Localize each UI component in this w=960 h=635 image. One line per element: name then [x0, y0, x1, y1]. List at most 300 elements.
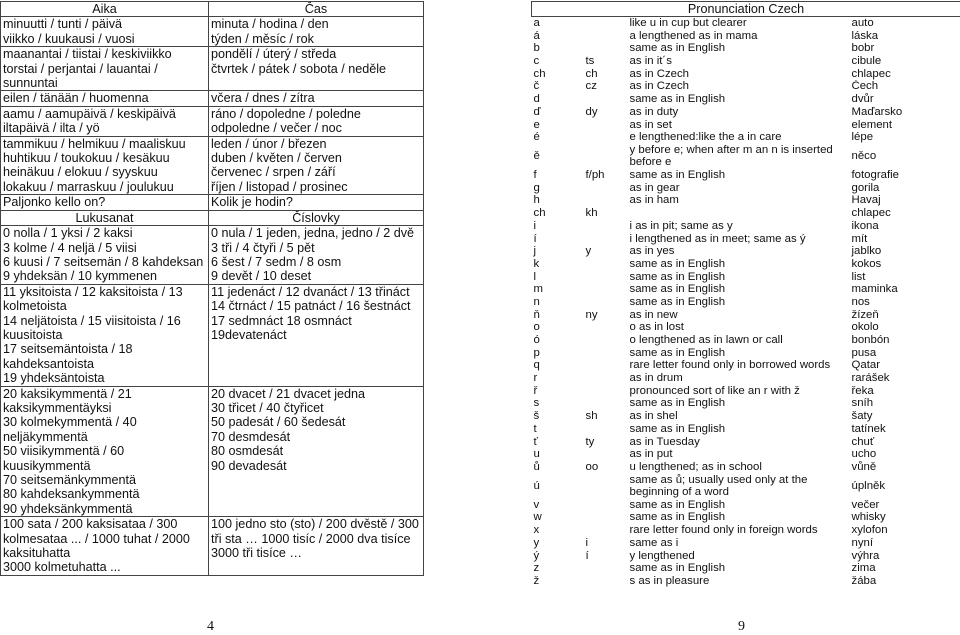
pronunciation-row	[532, 372, 960, 385]
example-cell: bonbón	[851, 334, 890, 347]
example-cell: jablko	[851, 245, 882, 258]
example-cell: Havaj	[851, 194, 881, 207]
czech-cell	[209, 226, 424, 285]
czech-cell-line: 11 jedenáct / 12 dvanáct / 13 třináct	[211, 284, 410, 299]
sound-cell	[584, 220, 628, 233]
description-cell: as in ham	[629, 194, 679, 207]
description-cell: pronounced sort of like an r with ž	[629, 384, 800, 397]
letter-cell: á	[533, 29, 540, 42]
czech-cell	[209, 517, 424, 576]
header-numbers-finnish: Lukusanat	[1, 210, 209, 225]
czech-cell-line: 14 čtrnáct / 15 patnáct / 16 šestnáct	[211, 299, 411, 314]
description-cell: as in new	[629, 308, 678, 321]
czech-cell-line: leden / únor / březen	[211, 136, 327, 151]
pronunciation-row	[532, 347, 960, 360]
finnish-cell-line: 20 kaksikymmentä / 21	[3, 386, 132, 401]
czech-cell-line: ráno / dopoledne / poledne	[211, 106, 361, 121]
pronunciation-row	[532, 194, 960, 207]
sound-cell: ts	[585, 55, 595, 68]
pronunciation-row	[532, 385, 960, 398]
description-cell: as in duty	[629, 105, 679, 118]
example-cell: vůně	[851, 460, 877, 473]
sound-cell: oo	[585, 460, 599, 473]
finnish-cell-line: 90 yhdeksänkymmentä	[3, 501, 133, 516]
pronunciation-row	[532, 537, 960, 550]
letter-cell: o	[533, 321, 540, 334]
letter-cell: ť	[533, 435, 538, 448]
example-cell: večer	[851, 498, 880, 511]
letter-cell: s	[533, 397, 540, 410]
finnish-cell-line: 9 yhdeksän / 10 kymmenen	[3, 269, 158, 284]
letter-cell: ď	[533, 105, 541, 118]
sound-cell: cz	[585, 80, 597, 93]
example-cell: žába	[851, 574, 877, 587]
pronunciation-row	[532, 562, 960, 575]
description-cell: same as in English	[629, 257, 726, 270]
example-cell: chuť	[851, 435, 875, 448]
czech-cell-line: červenec / srpen / září	[211, 165, 336, 180]
example-cell: lépe	[851, 131, 874, 144]
finnish-cell-line: Paljonko kello on?	[3, 195, 106, 210]
finnish-cell	[1, 91, 209, 106]
example-cell: kokos	[851, 257, 882, 270]
example-cell: tatínek	[851, 422, 886, 435]
pronunciation-table	[531, 1, 960, 588]
letter-cell: f	[533, 169, 537, 182]
description-cell: i lengthened as in meet; same as ý	[629, 232, 806, 245]
sound-cell	[584, 17, 628, 30]
letter-cell: p	[533, 346, 540, 359]
letter-cell: w	[533, 511, 542, 524]
description-cell: as in Tuesday	[629, 435, 700, 448]
pronunciation-row	[532, 93, 960, 106]
pronunciation-row	[532, 106, 960, 119]
example-cell: rarášek	[851, 372, 890, 385]
letter-cell: n	[533, 295, 540, 308]
example-cell: element	[851, 118, 893, 131]
vocab-row	[1, 91, 424, 106]
pronunciation-row	[532, 359, 960, 372]
description-cell: e lengthened:like the a in care	[629, 131, 782, 144]
czech-cell-line: 70 desmdesát	[211, 429, 291, 444]
sound-cell	[584, 42, 628, 55]
sound-cell	[584, 423, 628, 436]
czech-cell-line: 90 devadesát	[211, 458, 287, 473]
pronunciation-row	[532, 55, 960, 68]
pronunciation-row	[532, 182, 960, 195]
finnish-cell-line: 14 neljätoista / 15 viisitoista / 16	[3, 313, 181, 328]
header-numbers-czech: Číslovky	[209, 210, 424, 225]
finnish-cell	[1, 195, 209, 210]
sound-cell	[584, 283, 628, 296]
example-cell: chlapec	[851, 67, 891, 80]
sound-cell: ty	[585, 435, 595, 448]
finnish-cell-line: 100 sata / 200 kaksisataa / 300	[3, 517, 178, 532]
pronunciation-row	[532, 144, 960, 169]
example-cell: ucho	[851, 448, 877, 461]
czech-cell-line: 6 šest / 7 sedm / 8 osm	[211, 254, 342, 269]
czech-cell	[209, 136, 424, 195]
czech-cell	[209, 284, 424, 386]
finnish-cell	[1, 106, 209, 136]
czech-cell-line: 19devatenáct	[211, 327, 287, 342]
description-cell: as in Czech	[629, 80, 690, 93]
finnish-cell-line: kahdeksantoista	[3, 356, 95, 371]
description-cell: as in gear	[629, 181, 680, 194]
example-cell: gorila	[851, 181, 880, 194]
description-cell: rare letter found only in borrowed words	[629, 359, 831, 372]
sound-cell: y	[585, 245, 592, 258]
czech-cell-line: 3000 tři tisíce …	[211, 546, 302, 561]
pronunciation-row	[532, 436, 960, 449]
example-cell: pusa	[851, 346, 877, 359]
finnish-cell-line: 17 seitsemäntoista / 18	[3, 342, 133, 357]
finnish-cell	[1, 17, 209, 47]
czech-cell-line: minuta / hodina / den	[211, 17, 329, 32]
letter-cell: g	[533, 181, 540, 194]
czech-cell-line: 17 sedmnáct 18 osmnáct	[211, 313, 352, 328]
pronunciation-row	[532, 245, 960, 258]
vocab-row	[1, 386, 424, 517]
czech-cell-line: 9 devět / 10 deset	[211, 269, 312, 284]
pronunciation-row	[532, 461, 960, 474]
example-cell: nyní	[851, 536, 874, 549]
pronunciation-row	[532, 499, 960, 512]
description-cell: same as in English	[629, 93, 726, 106]
finnish-cell-line: eilen / tänään / huomenna	[3, 91, 149, 106]
example-cell: žízeň	[851, 308, 879, 321]
description-cell: as in Czech	[629, 67, 690, 80]
example-cell: chlapec	[851, 207, 891, 220]
example-cell: xylofon	[851, 524, 888, 537]
finnish-cell	[1, 226, 209, 285]
description-cell: same as in English	[629, 42, 726, 55]
letter-cell: u	[533, 448, 540, 461]
description-cell: as in put	[629, 448, 673, 461]
description-cell: same as in English	[629, 422, 726, 435]
pronunciation-row	[532, 511, 960, 524]
sound-cell	[584, 119, 628, 132]
vocabulary-table	[0, 1, 424, 576]
vocab-row	[1, 284, 424, 386]
finnish-cell-line: aamu / aamupäivä / keskipäivä	[3, 106, 176, 121]
finnish-cell	[1, 136, 209, 195]
letter-cell: ú	[533, 479, 540, 492]
description-cell: as in drum	[629, 372, 683, 385]
letter-cell: c	[533, 55, 540, 68]
finnish-cell	[1, 284, 209, 386]
finnish-cell-line: kuusikymmentä	[3, 458, 91, 473]
example-cell: maminka	[851, 283, 898, 296]
vocab-row	[1, 195, 424, 210]
letter-cell: h	[533, 194, 540, 207]
finnish-cell-line: 11 yksitoista / 12 kaksitoista / 13	[3, 284, 183, 299]
czech-cell	[209, 195, 424, 210]
czech-cell-line: 3 tři / 4 čtyři / 5 pět	[211, 240, 315, 255]
sound-cell	[584, 321, 628, 334]
czech-cell-line: odpoledne / večer / noc	[211, 121, 342, 136]
vocab-row	[1, 17, 424, 47]
sound-cell: kh	[585, 207, 598, 220]
example-cell: Maďarsko	[851, 105, 903, 118]
pronunciation-row	[532, 220, 960, 233]
sound-cell	[584, 372, 628, 385]
sound-cell	[584, 334, 628, 347]
sound-cell	[584, 93, 628, 106]
description-cell: y lengthened	[629, 549, 695, 562]
example-cell: dvůr	[851, 93, 874, 106]
example-cell: zima	[851, 562, 876, 575]
letter-cell: ý	[533, 549, 540, 562]
sound-cell	[584, 131, 628, 144]
pronunciation-row	[532, 42, 960, 55]
letter-cell: a	[533, 17, 540, 30]
czech-cell	[209, 91, 424, 106]
letter-cell: b	[533, 42, 540, 55]
description-cell: same as ů; usually used only at the beginning of a word	[629, 473, 808, 499]
description-cell: as in it´s	[629, 55, 672, 68]
example-cell: sníh	[851, 397, 874, 410]
description-cell: s as in pleasure	[629, 574, 710, 587]
czech-cell-line: 20 dvacet / 21 dvacet jedna	[211, 386, 366, 401]
vocabulary-table-body	[1, 2, 424, 576]
pronunciation-row	[532, 397, 960, 410]
pronunciation-row	[532, 283, 960, 296]
czech-cell-line: 50 padesát / 60 šedesát	[211, 415, 346, 430]
description-cell: i as in pit; same as y	[629, 219, 733, 232]
finnish-cell-line: kolmesataa ... / 1000 tuhat / 2000	[3, 531, 190, 546]
page-number-right: 9	[738, 619, 745, 634]
sound-cell	[584, 30, 628, 43]
description-cell: a lengthened as in mama	[629, 29, 758, 42]
finnish-cell-line: torstai / perjantai / lauantai /	[3, 61, 158, 76]
letter-cell: e	[533, 118, 540, 131]
sound-cell	[584, 397, 628, 410]
letter-cell: y	[533, 536, 540, 549]
description-cell: same as i	[629, 536, 679, 549]
pronunciation-title-row	[532, 2, 960, 17]
header-finnish: Aika	[1, 2, 209, 17]
finnish-cell-line: tammikuu / helmikuu / maaliskuu	[3, 136, 186, 151]
czech-cell-line: pondělí / úterý / středa	[211, 47, 337, 62]
sound-cell	[584, 296, 628, 309]
pronunciation-title: Pronunciation Czech	[532, 2, 960, 17]
example-cell: láska	[851, 29, 879, 42]
description-cell: u lengthened; as in school	[629, 460, 762, 473]
finnish-cell-line: 0 nolla / 1 yksi / 2 kaksi	[3, 226, 133, 241]
finnish-cell-line: 3000 kolmetuhatta ...	[3, 560, 121, 575]
description-cell: o lengthened as in lawn or call	[629, 334, 783, 347]
letter-cell: í	[533, 232, 537, 245]
letter-cell: l	[533, 270, 537, 283]
description-cell: like u in cup but clearer	[629, 17, 747, 30]
finnish-cell	[1, 386, 209, 517]
sound-cell	[584, 182, 628, 195]
sound-cell	[584, 271, 628, 284]
finnish-cell	[1, 47, 209, 91]
sound-cell	[584, 258, 628, 271]
letter-cell: ě	[533, 150, 540, 163]
finnish-cell-line: minuutti / tunti / päivä	[3, 17, 123, 32]
letter-cell: č	[533, 80, 540, 93]
header-czech: Čas	[209, 2, 424, 17]
description-cell: same as in English	[629, 346, 726, 359]
letter-cell: m	[533, 283, 543, 296]
pronunciation-row	[532, 207, 960, 220]
pronunciation-row	[532, 80, 960, 93]
czech-cell	[209, 47, 424, 91]
vocab-row	[1, 47, 424, 91]
finnish-cell-line: 50 viisikymmentä / 60	[3, 444, 125, 459]
description-cell: as in shel	[629, 410, 678, 423]
example-cell: whisky	[851, 511, 886, 524]
letter-cell: ch	[533, 207, 546, 220]
sound-cell	[584, 474, 628, 499]
sound-cell: i	[585, 536, 589, 549]
sound-cell: sh	[585, 410, 598, 423]
czech-cell-line: říjen / listopad / prosinec	[211, 179, 348, 194]
sound-cell	[584, 562, 628, 575]
description-cell	[628, 207, 850, 220]
sound-cell	[584, 194, 628, 207]
finnish-cell-line: 80 kahdeksankymmentä	[3, 487, 140, 502]
letter-cell: ř	[533, 384, 538, 397]
finnish-cell-line: 19 yhdeksäntoista	[3, 371, 105, 386]
example-cell: řeka	[851, 384, 874, 397]
description-cell: same as in English	[629, 511, 726, 524]
example-cell: cibule	[851, 55, 882, 68]
header-row	[1, 2, 424, 17]
czech-cell	[209, 17, 424, 47]
letter-cell: k	[533, 257, 540, 270]
letter-cell: d	[533, 93, 540, 106]
vocab-row	[1, 106, 424, 136]
pronunciation-row	[532, 334, 960, 347]
letter-cell: ch	[533, 67, 546, 80]
pronunciation-row	[532, 550, 960, 563]
description-cell: y before e; when after m an n is inserted before e	[629, 143, 833, 169]
sound-cell	[584, 359, 628, 372]
description-cell: same as in English	[629, 270, 726, 283]
letter-cell: ó	[533, 334, 540, 347]
pronunciation-row	[532, 233, 960, 246]
czech-cell-line: 80 osmdesát	[211, 444, 284, 459]
example-cell: ikona	[851, 219, 879, 232]
pronunciation-row	[532, 119, 960, 132]
pronunciation-row	[532, 524, 960, 537]
czech-cell-line: Kolik je hodin?	[211, 195, 293, 210]
czech-cell	[209, 386, 424, 517]
letter-cell: ž	[533, 574, 540, 587]
pronunciation-row	[532, 423, 960, 436]
sound-cell	[584, 511, 628, 524]
finnish-cell-line: 70 seitsemänkymmentä	[3, 473, 136, 487]
vocab-row	[1, 226, 424, 285]
sound-cell: ch	[585, 67, 598, 80]
czech-cell-line: 30 třicet / 40 čtyřicet	[211, 400, 324, 415]
finnish-cell-line: huhtikuu / toukokuu / kesäkuu	[3, 151, 170, 166]
letter-cell: ň	[533, 308, 540, 321]
sound-cell	[584, 144, 628, 169]
pronunciation-row	[532, 169, 960, 182]
vocab-row	[1, 517, 424, 576]
finnish-cell-line: neljäkymmentä	[3, 429, 88, 444]
pronunciation-row	[532, 448, 960, 461]
finnish-cell-line: kaksituhatta	[3, 546, 71, 561]
pronunciation-row	[532, 474, 960, 499]
sound-cell: dy	[585, 105, 598, 118]
finnish-cell-line: kolmetoista	[3, 299, 67, 314]
sound-cell	[584, 575, 628, 588]
letter-cell: v	[533, 498, 540, 511]
czech-cell	[209, 106, 424, 136]
czech-cell-line: čtvrtek / pátek / sobota / neděle	[211, 61, 387, 76]
description-cell: same as in English	[629, 169, 726, 182]
letter-cell: t	[533, 422, 537, 435]
pronunciation-table-body	[532, 2, 960, 588]
description-cell: same as in English	[629, 397, 726, 410]
czech-cell-line: 0 nula / 1 jeden, jedna, jedno / 2 dvě	[211, 226, 415, 241]
pronunciation-row	[532, 68, 960, 81]
example-cell: list	[851, 270, 866, 283]
pronunciation-row	[532, 17, 960, 30]
finnish-cell-line: heinäkuu / elokuu / syyskuu	[3, 165, 158, 180]
example-cell: bobr	[851, 42, 875, 55]
example-cell: okolo	[851, 321, 879, 334]
pronunciation-row	[532, 410, 960, 423]
description-cell: as in set	[629, 118, 672, 131]
sound-cell	[584, 347, 628, 360]
letter-cell: j	[533, 245, 537, 258]
czech-cell-line: duben / květen / červen	[211, 151, 342, 166]
page-number-left: 4	[207, 619, 214, 634]
letter-cell: r	[533, 372, 538, 385]
sound-cell	[584, 385, 628, 398]
letter-cell: q	[533, 359, 540, 372]
example-cell: výhra	[851, 549, 880, 562]
pronunciation-row	[532, 296, 960, 309]
finnish-cell-line: 30 kolmekymmentä / 40	[3, 415, 137, 430]
pronunciation-row	[532, 131, 960, 144]
example-cell: mít	[851, 232, 868, 245]
description-cell: same as in English	[629, 498, 726, 511]
finnish-cell-line: maanantai / tiistai / keskiviikko	[3, 47, 172, 62]
letter-cell: i	[533, 219, 537, 232]
letter-cell: š	[533, 410, 540, 423]
example-cell: fotografie	[851, 169, 899, 182]
pronunciation-row	[532, 30, 960, 43]
pronunciation-row	[532, 575, 960, 588]
letter-cell: é	[533, 131, 540, 144]
pronunciation-row	[532, 309, 960, 322]
finnish-cell-line: 6 kuusi / 7 seitsemän / 8 kahdeksan	[3, 254, 204, 269]
czech-cell-line: týden / měsíc / rok	[211, 31, 314, 46]
example-cell: úplněk	[851, 479, 886, 492]
czech-cell-line: 100 jedno sto (sto) / 200 dvěstě / 300	[211, 517, 419, 532]
finnish-cell-line: viikko / kuukausi / vuosi	[3, 31, 135, 46]
finnish-cell-line: sunnuntai	[3, 76, 58, 91]
header-row-numbers	[1, 210, 424, 225]
pronunciation-row	[532, 258, 960, 271]
description-cell: same as in English	[629, 562, 726, 575]
description-cell: same as in English	[629, 295, 726, 308]
finnish-cell	[1, 517, 209, 576]
example-cell: Čech	[851, 80, 879, 93]
pronunciation-row	[532, 321, 960, 334]
vocab-row	[1, 136, 424, 195]
example-cell: něco	[851, 150, 877, 163]
letter-cell: x	[533, 524, 540, 537]
